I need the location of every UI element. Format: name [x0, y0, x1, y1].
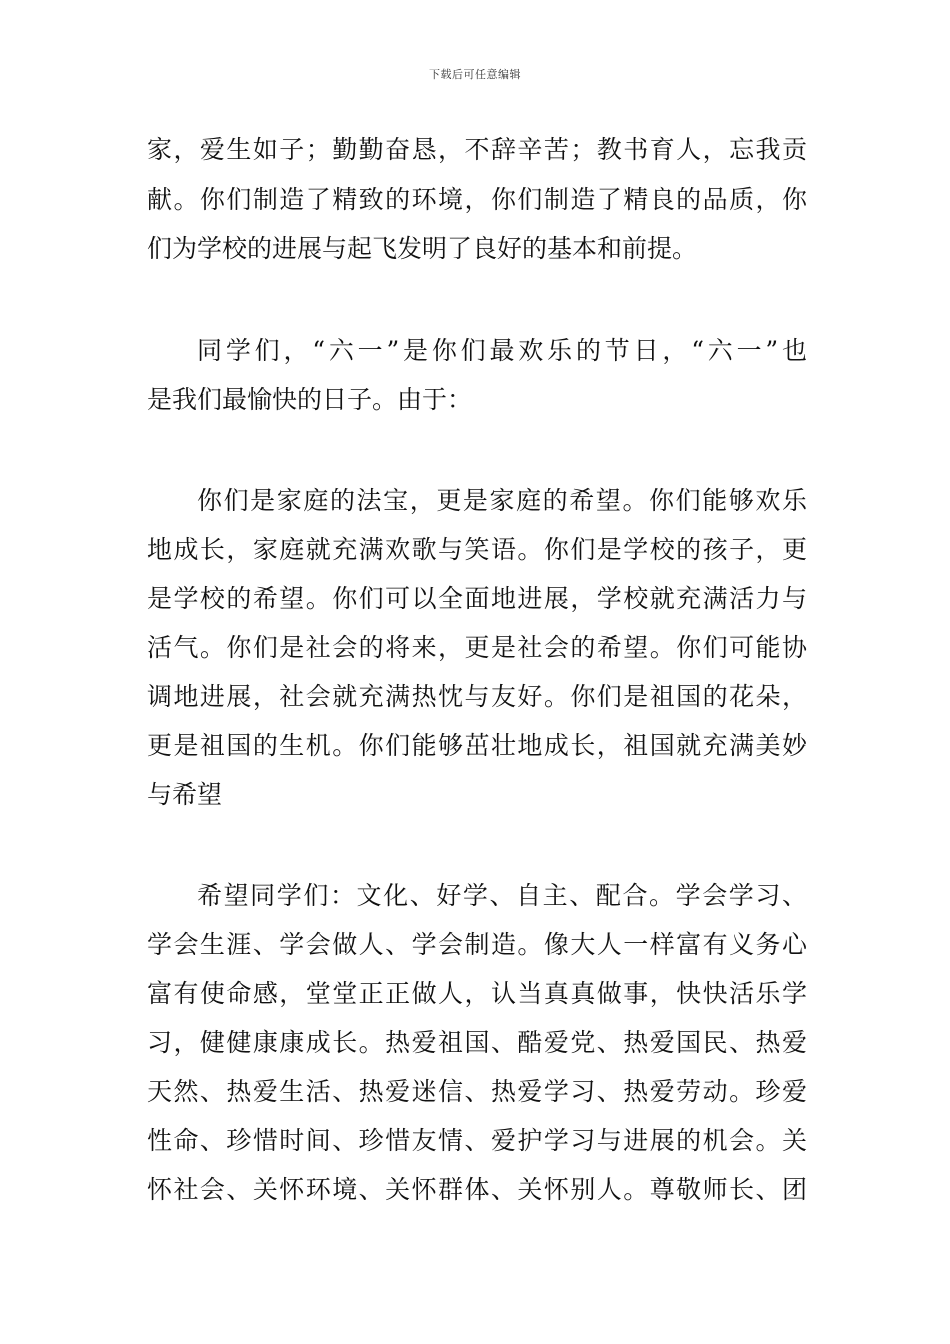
paragraph-line: 地成长，家庭就充满欢歌与笑语。你们是学校的孩子，更 [147, 535, 807, 564]
paragraph-line: 是学校的希望。你们可以全面地进展，学校就充满活力与 [147, 584, 807, 613]
paragraph-line: 希望同学们：文化、好学、自主、配合。学会学习、 [197, 881, 807, 910]
paragraph-line: 活气。你们是社会的将来，更是社会的希望。你们可能协 [147, 633, 807, 662]
paragraph-line: 性命、珍惜时间、珍惜友情、爱护学习与进展的机会。关 [147, 1126, 807, 1155]
header-note: 下载后可任意编辑 [429, 68, 521, 81]
paragraph-line: 习，健健康康成长。热爱祖国、酷爱党、热爱国民、热爱 [147, 1028, 807, 1057]
paragraph-line: 是我们最愉快的日子。由于： [147, 385, 473, 414]
paragraph-line: 调地进展，社会就充满热忱与友好。你们是祖国的花朵， [147, 682, 807, 711]
paragraph-line: 学会生涯、学会做人、学会制造。像大人一样富有义务心 [147, 930, 807, 959]
paragraph-line: 家，爱生如子；勤勤奋恳，不辞辛苦；教书育人，忘我贡 [147, 135, 807, 164]
paragraph-line: 天然、热爱生活、热爱迷信、热爱学习、热爱劳动。珍爱 [147, 1077, 807, 1106]
paragraph-line: 同学们，“六一”是你们最欢乐的节日，“六一”也 [197, 336, 807, 365]
paragraph-line: 你们是家庭的法宝，更是家庭的希望。你们能够欢乐 [197, 486, 807, 515]
paragraph-line: 更是祖国的生机。你们能够茁壮地成长，祖国就充满美妙 [147, 731, 807, 760]
paragraph-line: 富有使命感，堂堂正正做人，认当真真做事，快快活乐学 [147, 979, 807, 1008]
paragraph-line: 献。你们制造了精致的环境，你们制造了精良的品质，你 [147, 185, 807, 214]
paragraph-line: 们为学校的进展与起飞发明了良好的基本和前提。 [147, 234, 698, 263]
paragraph-line: 怀社会、关怀环境、关怀群体、关怀别人。尊敬师长、团 [147, 1175, 807, 1204]
paragraph-line: 与希望 [147, 780, 223, 809]
